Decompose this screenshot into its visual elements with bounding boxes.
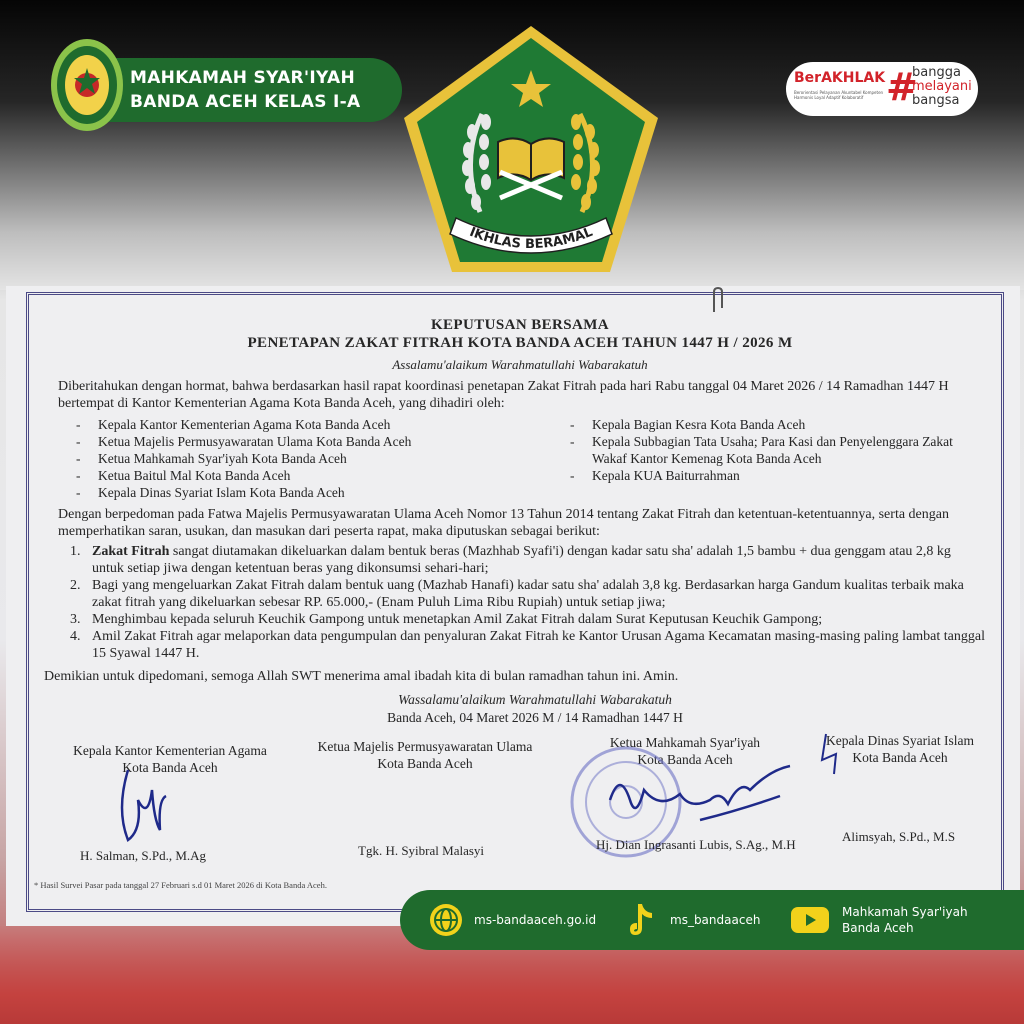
decision-number: 1. — [70, 544, 81, 559]
berakhlak-tagline: Berorientasi Pelayanan Akuntabel Kompeten Harmonis Loyal Adaptif Kolaboratif — [794, 90, 884, 100]
decision-number: 4. — [70, 629, 81, 644]
intro-line-2: bertempat di Kantor Kementerian Agama Kota Banda Aceh, yang dihadiri oleh: — [58, 396, 505, 411]
attendee-item: - Ketua Majelis Permusyawaratan Ulama Kota Banda Aceh — [76, 434, 412, 449]
basis-line-2: memperhatikan saran, usukan, dan masukan dari peserta rapat, maka diputuskan sebagai berikut: — [58, 524, 600, 539]
signatory-title: Kepala Kantor Kementerian Agama Kota Banda Aceh — [73, 743, 267, 775]
attendee-item: - Ketua Mahkamah Syar'iyah Kota Banda Aceh — [76, 451, 347, 466]
org-name-line1: MAHKAMAH SYAR'IYAH — [130, 68, 356, 88]
basis-line-1: Dengan berpedoman pada Fatwa Majelis Permusyawaratan Ulama Aceh Nomor 13 Tahun 2014 tentang Zakat Fitrah dan ketentuan-ketentuannya, serta dengan — [58, 507, 949, 522]
org-name-line2: BANDA ACEH KELAS I-A — [130, 92, 361, 112]
melayani-word: melayani — [912, 79, 972, 94]
document-subtitle: PENETAPAN ZAKAT FITRAH KOTA BANDA ACEH TAHUN 1447 H / 2026 M — [247, 335, 793, 351]
bangsa-word: bangsa — [912, 93, 960, 108]
website-link[interactable]: ms-bandaaceh.go.id — [474, 913, 597, 927]
youtube-channel[interactable] — [842, 904, 968, 936]
signature-3 — [600, 760, 800, 840]
decision-text: Menghimbau kepada seluruh Keuchik Gampong untuk menetapkan Amil Zakat Fitrah dalam Surat Keputusan Keuchik Gampong; — [92, 612, 823, 627]
court-logo — [50, 38, 124, 132]
place-and-date: Banda Aceh, 04 Maret 2026 M / 14 Ramadhan 1447 H — [387, 710, 683, 725]
signatory-name: H. Salman, S.Pd., M.Ag — [80, 848, 207, 863]
signature-1 — [108, 760, 178, 850]
globe-icon[interactable] — [428, 902, 464, 938]
opening-greeting: Assalamu'alaikum Warahmatullahi Wabarakatuh — [392, 357, 648, 372]
bangga-melayani-logo — [912, 66, 972, 108]
document-title: KEPUTUSAN BERSAMA — [430, 317, 610, 333]
closing-statement: Demikian untuk dipedomani, semoga Allah SWT menerima amal ibadah kita di bulan ramadhan tahun ini. Amin. — [44, 669, 679, 684]
attendee-item: - Kepala Bagian Kesra Kota Banda Aceh — [570, 417, 806, 432]
decision-number: 3. — [70, 612, 81, 627]
attendee-item: - Ketua Baitul Mal Kota Banda Aceh — [76, 468, 291, 483]
youtube-channel-line2: Banda Aceh — [842, 921, 914, 935]
attendee-item: - Kepala KUA Baiturrahman — [570, 468, 740, 483]
youtube-channel-line1: Mahkamah Syar'iyah — [842, 905, 968, 919]
hashtag-icon: # — [886, 65, 918, 109]
decision-continuation: zakat fitrah yang dikeluarkan sebesar RP. 65.000,- (Enam Puluh Lima Ribu Rupiah) untuk setiap jiwa; — [92, 595, 666, 610]
attendee-item-text: Kepala Subbagian Tata Usaha; Para Kasi dan Penyelenggara Zakat Wakaf Kantor Kemenag Kota Banda Aceh — [592, 434, 953, 466]
attendee-item: - Kepala Dinas Syariat Islam Kota Banda Aceh — [76, 485, 345, 500]
signatory-title: Kepala Dinas Syariat Islam Kota Banda Aceh — [825, 733, 975, 765]
signatory-name: Hj. Dian Ingrasanti Lubis, S.Ag., M.H — [596, 837, 796, 852]
attendee-item: - Kepala Kantor Kementerian Agama Kota Banda Aceh — [76, 417, 391, 432]
survey-footnote: * Hasil Survei Pasar pada tanggal 27 Februari s.d 01 Maret 2026 di Kota Banda Aceh. — [34, 880, 327, 890]
berakhlak-logo: BerAKHLAK — [794, 70, 886, 86]
intro-line-1: Diberitahukan dengan hormat, bahwa berdasarkan hasil rapat koordinasi penetapan Zakat Fitrah pada hari Rabu tanggal 04 Maret 2026 / 14 Ramadhan 1447 H — [58, 379, 949, 394]
decision-text: Zakat Fitrah sangat diutamakan dikeluarkan dalam bentuk beras (Mazhhab Syafi'i) dengan kadar satu sha' adalah 1,5 bambu + dua genggam atau 2,8 kg — [92, 544, 951, 559]
org-name — [130, 66, 390, 114]
signature-4 — [816, 730, 846, 776]
signatory-name: Alimsyah, S.Pd., M.S — [842, 829, 956, 844]
decision-continuation: untuk setiap jiwa dengan ketentuan beras yang dikonsumsi sehari-hari; — [92, 561, 489, 576]
emblem-motto: IKHLAS BERAMAL — [467, 224, 595, 253]
decision-number: 2. — [70, 578, 81, 593]
tiktok-handle[interactable]: ms_bandaaceh — [670, 913, 761, 927]
decision-text: Bagi yang mengeluarkan Zakat Fitrah dalam bentuk uang (Mazhab Hanafi) kadar satu sha' adalah 3,8 kg. Berdasarkan harga Gandum kualitas terbaik maka — [92, 578, 964, 593]
bangga-word: bangga — [912, 65, 961, 80]
decision-text: Amil Zakat Fitrah agar melaporkan data pengumpulan dan penyaluran Zakat Fitrah ke Kantor Urusan Agama Kecamatan masing-masing paling lambat tanggal — [92, 629, 985, 644]
tiktok-icon[interactable] — [628, 902, 656, 938]
ministry-emblem — [400, 22, 662, 284]
youtube-icon[interactable] — [790, 906, 830, 934]
signatory-title: Ketua Majelis Permusyawaratan Ulama Kota Banda Aceh — [317, 739, 533, 771]
attendee-item: - — [570, 434, 575, 449]
decision-continuation: 15 Syawal 1447 H. — [92, 646, 200, 661]
signatory-name: Tgk. H. Syibral Malasyi — [358, 843, 485, 858]
signatory-title: Ketua Mahkamah Syar'iyah Kota Banda Aceh — [609, 735, 761, 767]
closing-greeting: Wassalamu'alaikum Warahmatullahi Wabarakatuh — [398, 692, 672, 707]
paper-clip-icon — [706, 286, 736, 314]
